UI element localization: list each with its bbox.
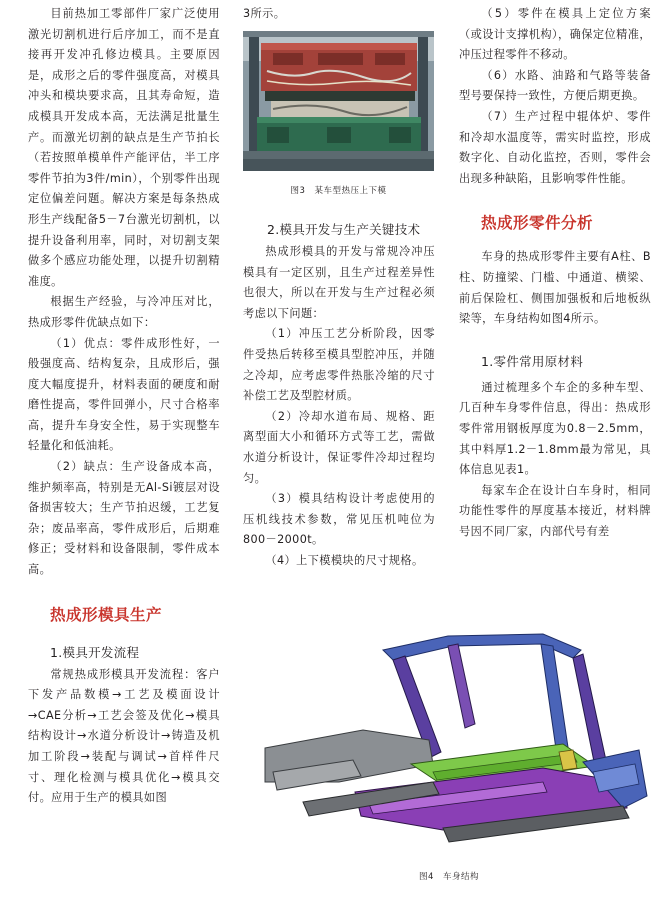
- paragraph-advantages: （1）优点：零件成形性好，一般强度高、结构复杂，且成形后，强度大幅度提升，材料表面的硬度和耐磨性提高，零件回弹小，尺寸合格率高，提升车身安全性，易于实现整车轻量化和低油耗。: [28, 336, 220, 453]
- body-structure-illustration: [243, 632, 655, 860]
- column-middle: [243, 4, 435, 25]
- paragraph-key-4: （4）上下模模块的尺寸规格。: [265, 553, 424, 567]
- paragraph-key-7: （7）生产过程中辊体炉、零件和冷却水温度等，需实时监控，形成数字化、自动化监控，否则，零件会出现多种缺陷，且影响零件性能。: [459, 109, 651, 185]
- paragraph-mold-flow: 常规热成形模具开发流程：客户下发产品数模→工艺及模面设计→CAE分析→工艺会签及优化→模具结构设计→水道分析设计→铸造及机加工阶段→装配与调试→首样件尺寸、理化检测与模具优化→模具交付。应用于生产的模具如图: [28, 667, 220, 805]
- paragraph-intro: 目前热加工零部件厂家广泛使用激光切割机进行后序加工，而不是直接再开发冲孔修边模具。主要原因是，成形之后的零件强度高，对模具冲头和模块要求高，且其寿命短，造成模具开发成本高，无法满足批量生产。而激光切割的缺点是生产节拍长（若按照单模单件产能评估，半工序零件节拍为3件/min），个别零件出现定位偏差问题。解决方案是每条热成形生产线配备5－7台激光切割机，以提升设备利用率，同时，对切割支架做多个感应功能处理，以提升切割精准度。: [28, 7, 220, 288]
- heading-mold-production: 热成形模具生产: [50, 605, 163, 624]
- figure-3-mold-photo: [243, 31, 434, 171]
- heading-parts-analysis: 热成形零件分析: [481, 214, 594, 233]
- paragraph-disadvantages: （2）缺点：生产设备成本高，维护频率高，特别是无Al-Si镀层对设备损害较大；生产节拍迟缓，工艺复杂；废品率高，零件成形后，后期难修正；受材料和设备限制，零件成本高。: [28, 460, 220, 577]
- paragraph-material: 通过梳理多个车企的多种车型、几百种车身零件信息，得出：热成形零件常用钢板厚度为0.8－2.5mm，其中料厚1.2－1.8mm最为常见，具体信息见表1。: [459, 380, 651, 477]
- column-middle-body: [243, 220, 435, 572]
- paragraph-key-3: （3）模具结构设计考虑使用的压机线技术参数，常见压机吨位为800－2000t。: [243, 492, 435, 547]
- paragraph-parts: 车身的热成形零件主要有A柱、B柱、防撞梁、门槛、中通道、横梁、前后保险杠、侧围加强板和后地板纵梁等，车身结构如图4所示。: [459, 250, 651, 326]
- figure-3-caption: 图3 某车型热压上下模: [290, 186, 387, 196]
- column-right: [459, 4, 651, 542]
- figure-4-body-structure: [243, 632, 655, 860]
- paragraph-experience: 根据生产经验，与冷冲压对比，热成形零件优缺点如下：: [28, 295, 220, 329]
- mold-photo-illustration: [243, 31, 434, 171]
- paragraph-key-1: （1）冲压工艺分析阶段，因零件受热后转移至模具型腔冲压，并随之冷却，应考虑零件热胀冷缩的尺寸补偿工艺及型腔材质。: [243, 327, 435, 403]
- subheading-material: 1.零件常用原材料: [481, 353, 584, 369]
- paragraph-same-function: 每家车企在设计白车身时，相同功能性零件的厚度基本接近，材料牌号因不同厂家，内部代号有差: [459, 483, 651, 538]
- column-left: [28, 4, 220, 809]
- paragraph-fig3-ref: 3所示。: [243, 7, 286, 20]
- paragraph-key-2: （2）冷却水道布局、规格、距离型面大小和循环方式等工艺，需做水道分析设计，保证零件冷却过程均匀。: [243, 409, 435, 485]
- subheading-mold-flow: 1.模具开发流程: [50, 644, 140, 660]
- paragraph-key-6: （6）水路、油路和气路等装备型号要保持一致性，方便后期更换。: [459, 68, 651, 103]
- subheading-key-tech: 2.模具开发与生产关键技术: [267, 222, 421, 237]
- paragraph-key-intro: 热成形模具的开发与常规冷冲压模具有一定区别，且生产过程差异性也很大，所以在开发与生产过程必须考虑以下问题：: [243, 245, 435, 320]
- figure-4-caption: 图4 车身结构: [419, 872, 479, 882]
- paragraph-key-5: （5）零件在模具上定位方案（或设计支撑机构），确保定位精准，冲压过程零件不移动。: [459, 7, 651, 62]
